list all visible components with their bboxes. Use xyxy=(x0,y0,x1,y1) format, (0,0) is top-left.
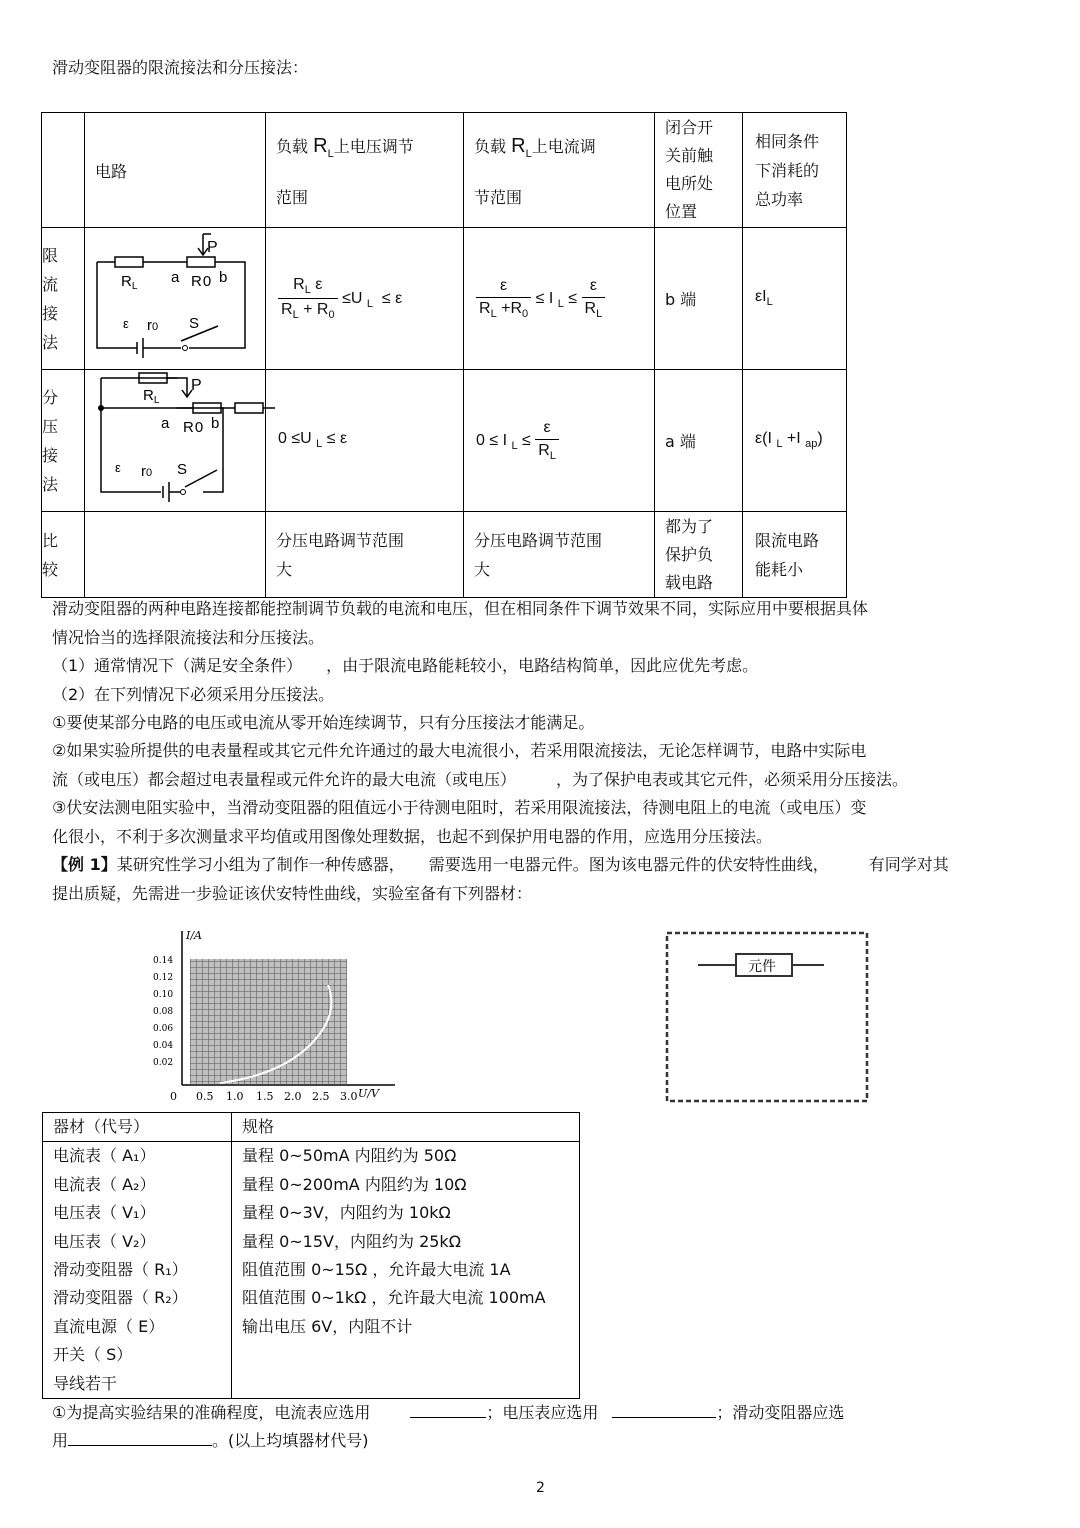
y-tick: 0.14 xyxy=(153,956,174,966)
graph-y-ticks xyxy=(153,956,173,1068)
label-r0: R0 xyxy=(183,419,204,436)
page-number: 2 xyxy=(536,1480,545,1496)
compare-position: 都为了 保护负 载电路 xyxy=(655,512,743,598)
iv-characteristic-graph xyxy=(153,925,400,1105)
equip-spec: 阻值范围 0~1kΩ ，允许最大电流 100mA xyxy=(232,1284,580,1312)
equip-name: 电压表（ V₂） xyxy=(43,1228,232,1256)
header-circuit: 电路 xyxy=(85,113,266,228)
divide-circuit-svg xyxy=(85,370,255,511)
divide-power: ε(I $_L$ +I $_{ap}$) xyxy=(743,370,847,512)
compare-voltage: 分压电路调节范围 大 xyxy=(266,512,464,598)
paragraph-line: ①要使某部分电路的电压或电流从零开始连续调节，只有分压接法才能满足。 xyxy=(52,713,595,732)
limit-current-range: $\frac{\varepsilon}{R_L +R_0}$ ≤ I $_L$ ≤ $\frac{\varepsilon}{R_L}$ xyxy=(464,228,655,370)
header-voltage-range: 负载 $R_L$上电压调节 范围 xyxy=(266,113,464,228)
x-tick: 2.5 xyxy=(312,1090,330,1103)
equip-spec: 量程 0~200mA 内阻约为 10Ω xyxy=(232,1171,580,1199)
equip-name: 滑动变阻器（ R₁） xyxy=(43,1256,232,1284)
x-tick: 3.0 xyxy=(340,1090,358,1103)
equip-name: 滑动变阻器（ R₂） xyxy=(43,1284,232,1312)
equip-spec xyxy=(232,1341,580,1369)
label-eps: ε xyxy=(115,460,121,475)
paragraph-line: 情况恰当的选择限流接法和分压接法。 xyxy=(52,628,325,647)
paragraph-line: ③伏安法测电阻实验中，当滑动变阻器的阻值远小于待测电阻时，若采用限流接法，待测电阻上的电流（或电压）变 xyxy=(52,798,867,817)
limit-voltage-range: $\frac{R_L \varepsilon}{R_L + R_0}$ ≤U $_L$ ≤ ε xyxy=(266,228,464,370)
y-tick: 0.06 xyxy=(153,1024,174,1034)
label-p: P xyxy=(191,377,202,394)
equip-spec xyxy=(232,1370,580,1399)
limit-circuit-svg xyxy=(85,228,255,369)
label-p: P xyxy=(207,239,218,256)
x-tick: 0 xyxy=(170,1090,177,1103)
equip-spec: 量程 0~15V，内阻约为 25kΩ xyxy=(232,1228,580,1256)
equip-spec: 量程 0~3V，内阻约为 10kΩ xyxy=(232,1199,580,1227)
component-circuit-box xyxy=(664,930,870,1104)
row-label-limit: 限 流 接 法 xyxy=(42,228,85,370)
label-a: a xyxy=(171,269,180,286)
compare-current: 分压电路调节范围 大 xyxy=(464,512,655,598)
equipment-table xyxy=(42,1112,580,1399)
row-label-compare: 比 较 xyxy=(42,512,85,598)
graph-x-ticks xyxy=(170,1090,358,1103)
example-tag: 【例 1】 xyxy=(52,855,117,874)
label-r0: R0 xyxy=(191,273,212,290)
x-tick: 2.0 xyxy=(284,1090,302,1103)
question-line-2: 用 。(以上均填器材代号) xyxy=(52,1431,369,1450)
label-r0-internal: r0 xyxy=(147,317,159,334)
answer-blank-rheostat[interactable] xyxy=(68,1445,212,1446)
header-current-range: 负载 $R_L$上电流调 节范围 xyxy=(464,113,655,228)
label-s: S xyxy=(177,461,188,478)
y-tick: 0.10 xyxy=(153,990,174,1000)
x-tick: 1.0 xyxy=(226,1090,244,1103)
compare-power: 限流电路 能耗小 xyxy=(743,512,847,598)
equip-name: 电流表（ A₁） xyxy=(43,1142,232,1171)
equip-spec: 量程 0~50mA 内阻约为 50Ω xyxy=(232,1142,580,1171)
paragraph-line: 化很小，不利于多次测量求平均值或用图像处理数据，也起不到保护用电器的作用，应选用分压接法。 xyxy=(52,827,773,846)
y-tick: 0.02 xyxy=(153,1058,174,1068)
equip-name: 开关（ S） xyxy=(43,1341,232,1369)
divide-position: a 端 xyxy=(655,370,743,512)
paragraph-line: （1）通常情况下（满足安全条件） ，由于限流电路能耗较小，电路结构简单，因此应优先考虑。 xyxy=(52,656,759,675)
equip-name: 电流表（ A₂） xyxy=(43,1171,232,1199)
paragraph-line: 滑动变阻器的两种电路连接都能控制调节负载的电流和电压，但在相同条件下调节效果不同，实际应用中要根据具体 xyxy=(52,599,869,618)
paragraph-line: 流（或电压）都会超过电表量程或元件允许的最大电流（或电压） ，为了保护电表或其它元件，必须采用分压接法。 xyxy=(52,770,909,789)
y-tick: 0.08 xyxy=(153,1007,174,1017)
limit-position: b 端 xyxy=(655,228,743,370)
equip-spec: 阻值范围 0~15Ω ，允许最大电流 1A xyxy=(232,1256,580,1284)
label-eps: ε xyxy=(123,316,129,331)
equip-header-name: 器材（代号） xyxy=(43,1113,232,1142)
label-s: S xyxy=(189,315,200,332)
example-line: 【例 1】某研究性学习小组为了制作一种传感器， 需要选用一电器元件。图为该电器元件的伏安特性曲线， 有同学对其 xyxy=(52,855,949,874)
label-a: a xyxy=(161,415,170,432)
example-line: 提出质疑，先需进一步验证该伏安特性曲线，实验室备有下列器材： xyxy=(52,884,533,903)
divide-voltage-range: 0 ≤U $_L$ ≤ ε xyxy=(266,370,464,512)
graph-y-label: I/A xyxy=(186,929,202,942)
equip-name: 导线若干 xyxy=(43,1370,232,1399)
paragraph-line: （2）在下列情况下必须采用分压接法。 xyxy=(52,685,335,704)
limit-power: $\varepsilon I_L$ xyxy=(743,228,847,370)
label-rl: $R_L$ xyxy=(143,387,160,406)
label-rl: $R_L$ xyxy=(121,273,138,292)
question-line-1: ①为提高实验结果的准确程度，电流表应选用 ；电压表应选用 ；滑动变阻器应选 xyxy=(52,1403,845,1422)
label-b: b xyxy=(219,269,228,286)
paragraph-line: ②如果实验所提供的电表量程或其它元件允许通过的最大电流很小，若采用限流接法，无论怎样调节，电路中实际电 xyxy=(52,741,867,760)
label-b: b xyxy=(211,415,220,432)
header-power: 相同条件 下消耗的 总功率 xyxy=(743,113,847,228)
answer-blank-voltmeter[interactable] xyxy=(612,1417,716,1418)
answer-blank-ammeter[interactable] xyxy=(410,1417,486,1418)
y-tick: 0.04 xyxy=(153,1041,174,1051)
equip-header-spec: 规格 xyxy=(232,1113,580,1142)
graph-x-label: U/V xyxy=(358,1087,379,1100)
row-label-divide: 分 压 接 法 xyxy=(42,370,85,512)
label-r0-internal: r0 xyxy=(141,463,153,480)
divide-current-range: 0 ≤ I $_L$ ≤ $\frac{\varepsilon}{R_L}$ xyxy=(464,370,655,512)
header-position: 闭合开 关前触 电所处 位置 xyxy=(655,113,743,228)
equip-spec: 输出电压 6V，内阻不计 xyxy=(232,1313,580,1341)
equip-name: 电压表（ V₁） xyxy=(43,1199,232,1227)
x-tick: 0.5 xyxy=(196,1090,214,1103)
heading: 滑动变阻器的限流接法和分压接法： xyxy=(52,58,309,77)
equip-name: 直流电源（ E） xyxy=(43,1313,232,1341)
limit-circuit-diagram xyxy=(85,228,266,370)
rheostat-comparison-table xyxy=(41,112,847,598)
divide-circuit-diagram xyxy=(85,370,266,512)
y-tick: 0.12 xyxy=(153,973,174,983)
component-label: 元件 xyxy=(748,959,776,975)
x-tick: 1.5 xyxy=(256,1090,274,1103)
